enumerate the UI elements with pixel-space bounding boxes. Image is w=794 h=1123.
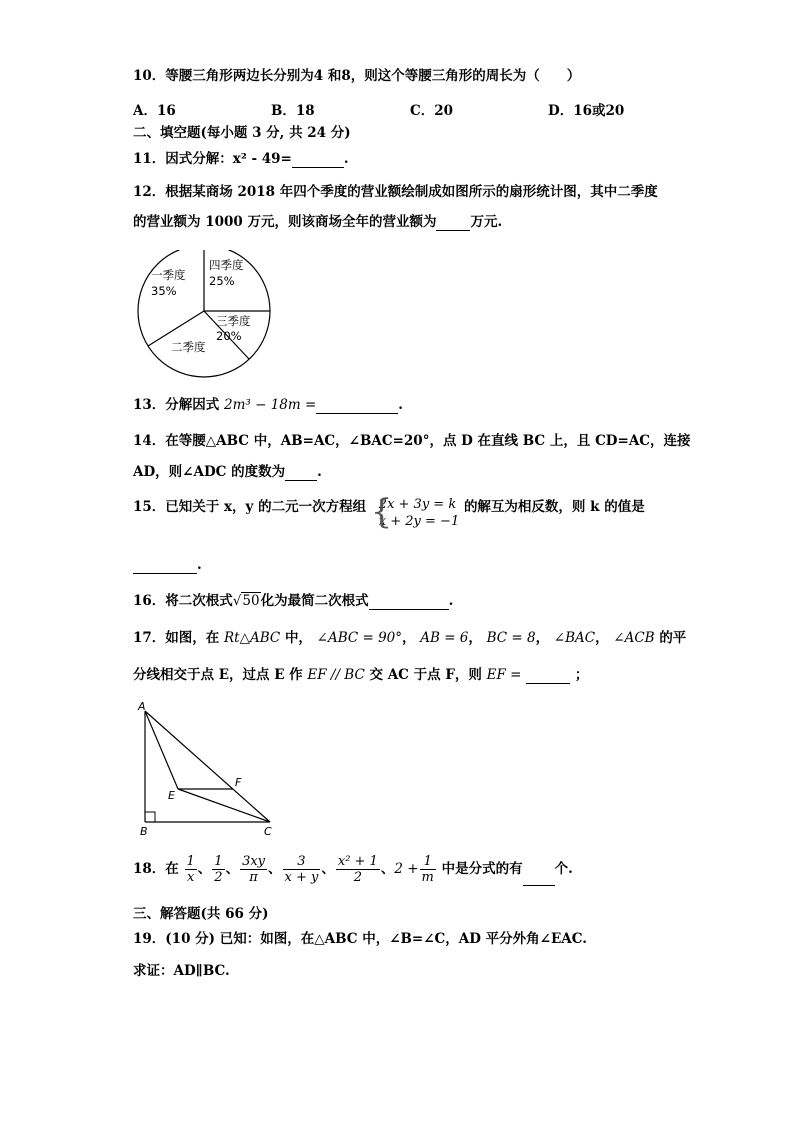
- q12-text: 的营业额为 1000 万元，则该商场全年的营业额为: [133, 214, 437, 230]
- pie-chart-figure: [130, 250, 280, 380]
- section-2-heading: 二、填空题(每小题 3 分, 共 24 分): [133, 125, 351, 141]
- q17-answer-blank[interactable]: [526, 669, 570, 684]
- q16: [133, 592, 453, 610]
- q10-option-b[interactable]: B．18: [271, 103, 315, 119]
- q18: 18．在 $\frac{1}{x}$ 、 $\frac{1}{2}$ 、 $\frac{3xy}{\pi}$ 、 $\frac{3}{x + y}$ 、 $\frac{\text{x² + 1}}{2}$ 、2 + $\frac{1}{m}$ 中是分式的有 个.: [133, 854, 573, 885]
- q11-answer-blank[interactable]: [292, 153, 344, 168]
- q17-bc: BC = 8: [486, 630, 536, 646]
- denominator: m: [421, 870, 434, 885]
- q17-text-5: 交 AC 于点 F，则: [369, 667, 482, 683]
- q17-line2: [133, 666, 588, 684]
- q18-end: 个.: [554, 861, 573, 877]
- pie-label-q1-name: 一季度: [151, 268, 186, 282]
- sqrt-icon: √: [232, 593, 242, 609]
- numerator: x² + 1: [337, 854, 378, 869]
- bisector-ae: [145, 711, 178, 789]
- q11-prefix: 11．因式分解：x² - 49=: [133, 151, 292, 167]
- triangle-figure: [134, 700, 284, 840]
- label-a: A: [138, 700, 146, 713]
- q17-line1: 17．如图，在 Rt△ABC 中， ∠ABC = 90°， AB = 6， BC = 8， ∠BAC， ∠ACB 的平: [133, 630, 687, 646]
- numerator: 1: [420, 854, 436, 870]
- q16-suffix: 化为最简二次根式: [260, 593, 369, 609]
- q15-eq1: 2x + 3y = k: [378, 497, 457, 512]
- q10-stem: 10．等腰三角形两边长分别为4 和8，则这个等腰三角形的周长为（ ）: [133, 68, 581, 84]
- q17-rt-triangle: Rt△ABC: [224, 630, 281, 646]
- q18-frac-4: [283, 854, 321, 885]
- q18-frac-3: [240, 854, 267, 885]
- q10-option-c[interactable]: C．20: [410, 103, 454, 119]
- q17-text-1: 17．如图，在: [133, 630, 220, 646]
- q17-ef: EF =: [486, 667, 522, 683]
- q17-angle-abc: ∠ABC = 90°: [316, 630, 403, 646]
- q15-end: .: [197, 557, 202, 573]
- q17-ef-parallel: EF // BC: [307, 667, 365, 683]
- q17-angle-acb: ∠ACB: [613, 630, 655, 646]
- numerator: 3: [283, 854, 321, 870]
- q16-answer-blank[interactable]: [369, 595, 449, 610]
- denominator: x + y: [284, 870, 319, 885]
- q15-equation-system: [370, 492, 460, 532]
- q15-answer-line: [133, 556, 202, 574]
- q10-option-d[interactable]: D．16或20: [548, 103, 625, 119]
- segment-ac: [145, 711, 270, 822]
- q11-suffix: .: [343, 151, 349, 167]
- label-c: C: [264, 825, 272, 838]
- q18-suffix: 中是分式的有: [441, 861, 523, 877]
- q15-answer-blank[interactable]: [133, 559, 197, 574]
- pie-label-q4-pct: 25%: [209, 274, 235, 288]
- q13-prefix: 13．分解因式: [133, 397, 220, 413]
- q13-answer-blank[interactable]: [316, 399, 398, 414]
- q18-frac-5: [336, 854, 380, 885]
- denominator: 2: [214, 870, 223, 885]
- label-f: F: [235, 776, 242, 789]
- q16-radicand: 50: [242, 593, 260, 609]
- q17-text-3: 的平: [659, 630, 687, 646]
- q15: [133, 492, 645, 532]
- q12-answer-blank[interactable]: [436, 216, 470, 231]
- q14-line1: 14．在等腰△ABC 中，AB=AC，∠BAC=20°，点 D 在直线 BC 上，且 CD=AC，连接: [133, 433, 691, 449]
- q12-line1: 12．根据某商场 2018 年四个季度的营业额绘制成如图所示的扇形统计图，其中二季度: [133, 184, 658, 200]
- denominator: π: [249, 870, 258, 885]
- brace-icon: {: [370, 492, 393, 532]
- q16-prefix: 16．将二次根式: [133, 593, 233, 609]
- q18-last-int: 2 +: [394, 861, 419, 877]
- q19-line2: 求证：AD∥BC.: [133, 963, 230, 979]
- q15-suffix: 的解互为相反数，则 k 的值是: [463, 499, 645, 515]
- numerator: 1: [186, 854, 195, 869]
- q12-line2: [133, 213, 502, 231]
- q14-answer-blank[interactable]: [285, 466, 317, 481]
- q15-prefix: 15．已知关于 x，y 的二元一次方程组: [133, 499, 367, 515]
- numerator: 3xy: [242, 854, 266, 869]
- q17-text-2: 中，: [284, 630, 312, 646]
- denominator: 2: [353, 870, 362, 885]
- q17-ab: AB = 6: [420, 630, 469, 646]
- denominator: x: [186, 870, 195, 885]
- section-3-heading: 三、解答题(共 66 分): [133, 906, 269, 922]
- q16-radical: [233, 592, 261, 610]
- numerator: 1: [214, 854, 223, 869]
- q19-line1: 19．(10 分) 已知：如图，在△ABC 中，∠B=∠C，AD 平分外角∠EAC.: [133, 931, 587, 947]
- q16-end: .: [448, 593, 454, 609]
- q14-text: AD，则∠ADC 的度数为: [133, 464, 286, 480]
- bisector-ce: [178, 789, 270, 822]
- label-b: B: [140, 825, 148, 838]
- q18-frac-6: [420, 854, 436, 885]
- q13-expression: 2m³ − 18m =: [224, 397, 317, 413]
- label-e: E: [168, 789, 175, 802]
- q12-suffix: 万元.: [470, 214, 503, 230]
- q13-suffix: .: [398, 397, 403, 413]
- right-angle-icon: [145, 812, 155, 822]
- q18-prefix: 18．在: [133, 861, 179, 877]
- q18-answer-blank[interactable]: [523, 863, 555, 886]
- q17-text-4: 分线相交于点 E，过点 E 作: [133, 667, 303, 683]
- q18-frac-1: [185, 854, 197, 885]
- q10-option-a[interactable]: A．16: [133, 103, 176, 119]
- q14-line2: [133, 463, 322, 481]
- q14-suffix: .: [317, 464, 322, 480]
- pie-label-q1-pct: 35%: [151, 284, 177, 298]
- pie-label-q3-name: 三季度: [216, 314, 251, 328]
- pie-label-q2-name: 二季度: [171, 340, 206, 354]
- pie-label-q4-name: 四季度: [209, 258, 244, 272]
- q15-eq2: x + 2y = −1: [378, 514, 460, 529]
- q11: [133, 150, 349, 168]
- q17-text-6: ；: [574, 667, 589, 683]
- q17-angle-bac: ∠BAC: [553, 630, 596, 646]
- q18-frac-2: [212, 854, 224, 885]
- pie-label-q3-pct: 20%: [216, 329, 242, 343]
- q13: [133, 396, 403, 414]
